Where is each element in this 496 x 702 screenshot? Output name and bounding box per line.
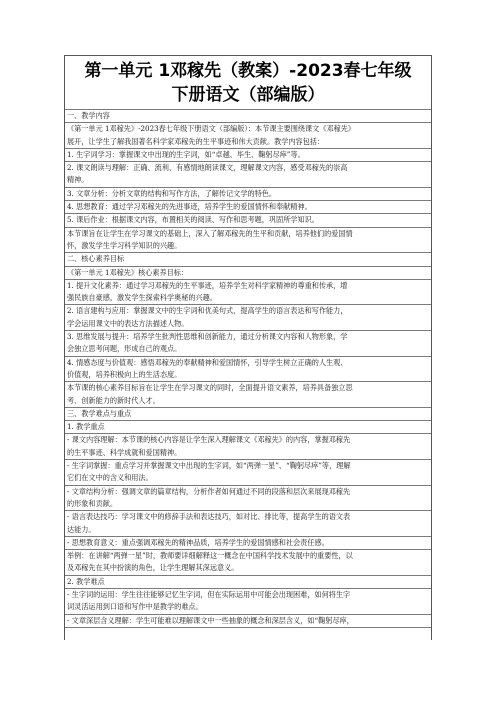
text-line: - 生字词的运用：学生往往能够记忆生字词，但在实际运用中可能会出现困难，如何将生字 [67, 589, 351, 599]
text-line: 一、教学内容 [67, 111, 110, 120]
text-row [65, 459, 431, 485]
content-table [64, 109, 432, 628]
text-line: 《第一单元 1邓稼先》-2023春七年级下册语文（部编版）：本节课主要围绕课文《邓稼先》 [67, 124, 356, 134]
text-line: - 生字词掌握：重点学习并掌握课文中出现的生字词，如“两弹一星”、“鞠躬尽瘁”等，理解 [67, 461, 351, 471]
text-row [65, 588, 431, 614]
text-row [65, 161, 431, 187]
text-line: - 课文内容理解：本节课的核心内容是让学生深入理解课文《邓稼先》的内容，掌握邓稼先 [67, 435, 351, 445]
text-row [65, 536, 431, 549]
text-line: 展开，让学生了解我国著名科学家邓稼先的生平事迹和伟大贡献。教学内容包括： [67, 136, 325, 146]
text-line: 4. 情感态度与价值观：感悟邓稼先的奉献精神和爱国情怀，引导学生树立正确的人生观、 [67, 357, 348, 367]
text-line: 达能力。 [67, 524, 96, 534]
text-row [65, 122, 431, 148]
table-bottom-gap [64, 628, 432, 640]
text-row [65, 266, 431, 279]
text-row [65, 187, 431, 200]
text-line: 3. 文章分析：分析文章的结构和写作方法，了解传记文学的特色。 [67, 188, 277, 198]
text-row [65, 510, 431, 536]
text-line: 价值观，培养积极向上的生活态度。 [67, 369, 182, 379]
text-line: 会独立思考问题，形成自己的观点。 [67, 344, 182, 354]
text-row [65, 330, 431, 356]
text-line: - 文章深层含义理解：学生可能难以理解课文中一些抽象的概念和深层含义，如“鞠躬尽瘁， [67, 615, 354, 625]
text-row [65, 279, 431, 305]
text-line: 词灵活运用到口语和写作中是教学的难点。 [67, 602, 203, 612]
text-row [65, 213, 431, 226]
text-line: 本节课旨在让学生在学习课文的基础上，深入了解邓稼先的生平和贡献，培养他们的爱国情 [67, 228, 353, 238]
text-line: - 语言表达技巧：学习课文中的修辞手法和表达技巧，如对比、排比等，提高学生的语文表 [67, 512, 351, 522]
text-line: 学会运用课文中的表达方法描述人物。 [67, 318, 189, 328]
text-line: 5. 课后作业：根据课文内容，布置相关的阅读、写作和思考题，巩固所学知识。 [67, 215, 319, 225]
title-line-2: 下册语文（部编版） [171, 85, 325, 105]
text-row [65, 356, 431, 382]
text-line: - 文章结构分析：强调文章的篇章结构，分析作者如何通过不同的段落和层次来展现邓稼先 [67, 486, 351, 496]
text-line: 的形象和贡献。 [67, 498, 117, 508]
text-line: 1. 提升文化素养：通过学习邓稼先的生平事迹，培养学生对科学家精神的尊重和传承，增 [67, 280, 348, 290]
text-line: 1. 教学重点 [67, 422, 105, 432]
text-line: 本节课的核心素养目标旨在让学生在学习课文的同时，全面提升语文素养，培养具备独立思 [67, 383, 353, 393]
text-line: 2. 课文朗读与理解：正确、流利、有感情地朗读课文，理解课文内容，感受邓稼先的崇高 [67, 163, 348, 173]
text-row [65, 252, 431, 265]
text-row [65, 200, 431, 213]
title-line-1: 第一单元 1邓稼先（教案）-2023春七年级 [84, 61, 412, 81]
text-line: 精神。 [67, 175, 89, 185]
text-line: 举例：在讲解“两弹一星”时，教师要详细解释这一概念在中国科学技术发展中的重要性，以 [67, 551, 353, 561]
text-line: 考、创新能力的新时代人才。 [67, 395, 160, 405]
text-row [65, 407, 431, 420]
text-row [65, 304, 431, 330]
text-line: 2. 语言建构与应用：掌握课文中的生字词和优美句式，提高学生的语言表达和写作能力， [67, 306, 348, 316]
text-line: 3. 思维发展与提升：培养学生批判性思维和创新能力，通过分析课文内容和人物形象，学 [67, 332, 348, 342]
text-row [65, 109, 431, 122]
text-row [65, 575, 431, 588]
text-row [65, 381, 431, 407]
text-line: 4. 思想教育：通过学习邓稼先的先进事迹，培养学生的爱国情怀和奉献精神。 [67, 202, 312, 212]
text-line: 2. 教学难点 [67, 576, 105, 586]
text-line: 及邓稼先在其中扮演的角色，让学生理解其深远意义。 [67, 563, 239, 573]
text-row [65, 420, 431, 433]
text-row [65, 549, 431, 575]
text-row [65, 614, 431, 628]
text-row [65, 148, 431, 161]
text-row [65, 227, 431, 253]
text-line: 三、教学难点与重点 [67, 408, 132, 418]
document-page [64, 55, 432, 640]
document-title [64, 55, 432, 109]
text-line: 它们在文中的含义和用法。 [67, 473, 153, 483]
text-line: 《第一单元 1邓稼先》核心素养目标： [67, 267, 189, 277]
text-row [65, 485, 431, 511]
text-line: 强民族自豪感，激发学生探索科学奥秘的兴趣。 [67, 293, 217, 303]
text-line: - 思想教育意义：重点强调邓稼先的精神品质，培养学生的爱国情感和社会责任感。 [67, 537, 329, 547]
text-line: 的生平事迹、科学成就和爱国精神。 [67, 447, 182, 457]
text-line: 二、核心素养目标 [67, 254, 125, 264]
text-line: 1. 生字词学习：掌握课文中出现的生字词，如“卓越、毕生、鞠躬尽瘁”等。 [67, 149, 305, 159]
text-line: 怀，激发学生学习科学知识的兴趣。 [67, 240, 182, 250]
text-row [65, 433, 431, 459]
